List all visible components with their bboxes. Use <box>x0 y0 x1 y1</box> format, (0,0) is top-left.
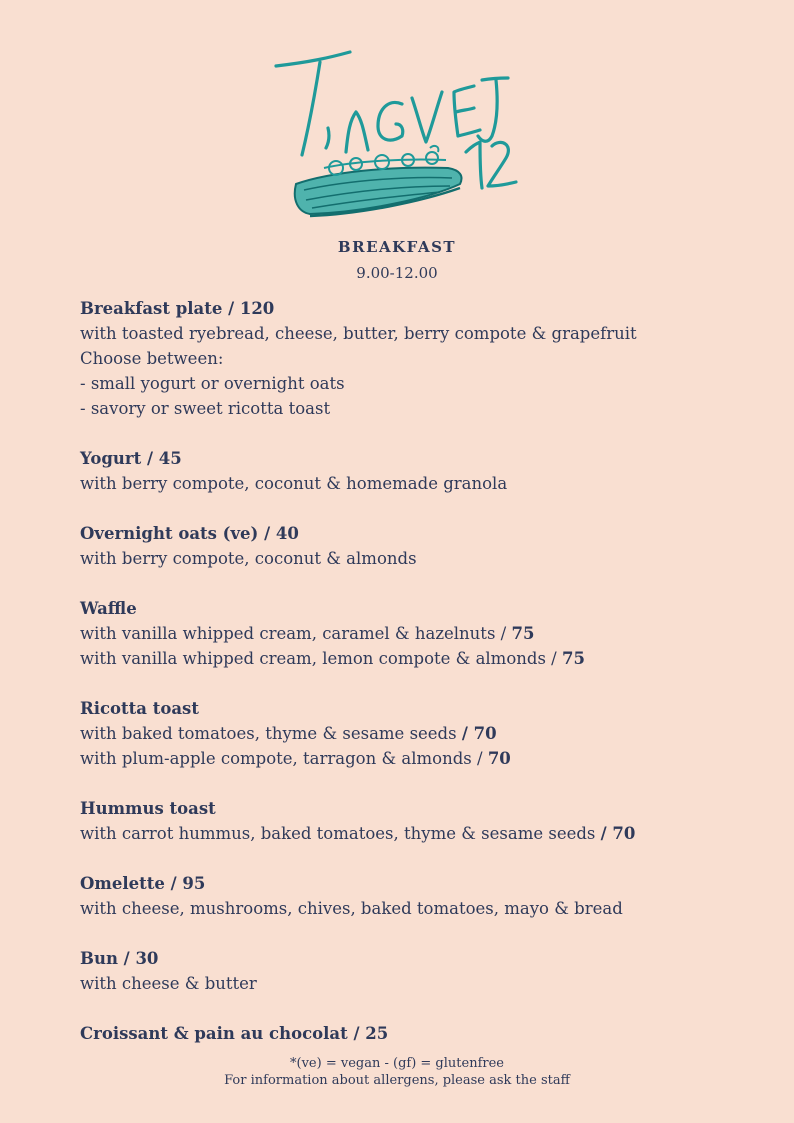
description-text: - small yogurt or overnight oats <box>80 374 345 393</box>
footer <box>0 1055 794 1089</box>
description-text: with baked tomatoes, thyme & sesame seeds <box>80 724 457 743</box>
menu-item-title: Yogurt / 45 <box>80 449 182 468</box>
diet-legend: *(ve) = vegan - (gf) = glutenfree <box>290 1056 504 1071</box>
description-text: - savory or sweet ricotta toast <box>80 399 331 418</box>
menu-item <box>80 946 760 996</box>
opening-hours: 9.00-12.00 <box>356 264 438 282</box>
menu-item-title: Ricotta toast <box>80 699 199 718</box>
menu-item <box>80 521 760 571</box>
menu-item-description <box>80 971 760 996</box>
description-text: with berry compote, coconut & homemade granola <box>80 474 508 493</box>
menu-item <box>80 1021 760 1046</box>
description-text: with carrot hummus, baked tomatoes, thyme & sesame seeds <box>80 824 596 843</box>
description-text: with berry compote, coconut & almonds <box>80 549 417 568</box>
item-price: 75 <box>561 649 585 668</box>
menu-item-description <box>80 371 760 396</box>
menu-item-description <box>80 721 760 746</box>
menu-item <box>80 796 760 846</box>
menu-item-title: Croissant & pain au chocolat / 25 <box>80 1024 389 1043</box>
description-text: with cheese, mushrooms, chives, baked tomatoes, mayo & bread <box>80 899 623 918</box>
menu-item <box>80 871 760 921</box>
menu-item-description <box>80 621 760 646</box>
item-price: 75 <box>511 624 535 643</box>
menu-item-description <box>80 821 760 846</box>
menu-item-title: Overnight oats (ve) / 40 <box>80 524 299 543</box>
description-text: with vanilla whipped cream, caramel & hazelnuts / <box>80 624 507 643</box>
menu-item-title: Omelette / 95 <box>80 874 206 893</box>
menu-item <box>80 596 760 671</box>
description-text: with vanilla whipped cream, lemon compote & almonds / <box>80 649 557 668</box>
description-text: with cheese & butter <box>80 974 257 993</box>
menu-item-title: Bun / 30 <box>80 949 159 968</box>
section-title: BREAKFAST <box>337 238 457 256</box>
description-text: with toasted ryebread, cheese, butter, berry compote & grapefruit <box>80 324 637 343</box>
menu-item-description <box>80 546 760 571</box>
menu-item-title: Hummus toast <box>80 799 216 818</box>
menu-item-description <box>80 471 760 496</box>
menu-item <box>80 296 760 421</box>
menu-list <box>80 296 760 1071</box>
menu-item-description <box>80 646 760 671</box>
menu-item-title: Waffle <box>80 599 137 618</box>
menu-item-description <box>80 321 760 346</box>
menu-item-description <box>80 896 760 921</box>
menu-item-description <box>80 346 760 371</box>
menu-item-description <box>80 746 760 771</box>
description-text: with plum-apple compote, tarragon & almonds / <box>80 749 483 768</box>
menu-item-description <box>80 396 760 421</box>
item-price: 70 <box>487 749 511 768</box>
menu-item-title: Breakfast plate / 120 <box>80 299 275 318</box>
restaurant-logo <box>270 40 530 230</box>
menu-item <box>80 446 760 496</box>
allergen-note: For information about allergens, please ask the staff <box>224 1073 570 1088</box>
item-price: / 70 <box>461 724 497 743</box>
menu-item <box>80 696 760 771</box>
description-text: Choose between: <box>80 349 224 368</box>
item-price: / 70 <box>600 824 636 843</box>
